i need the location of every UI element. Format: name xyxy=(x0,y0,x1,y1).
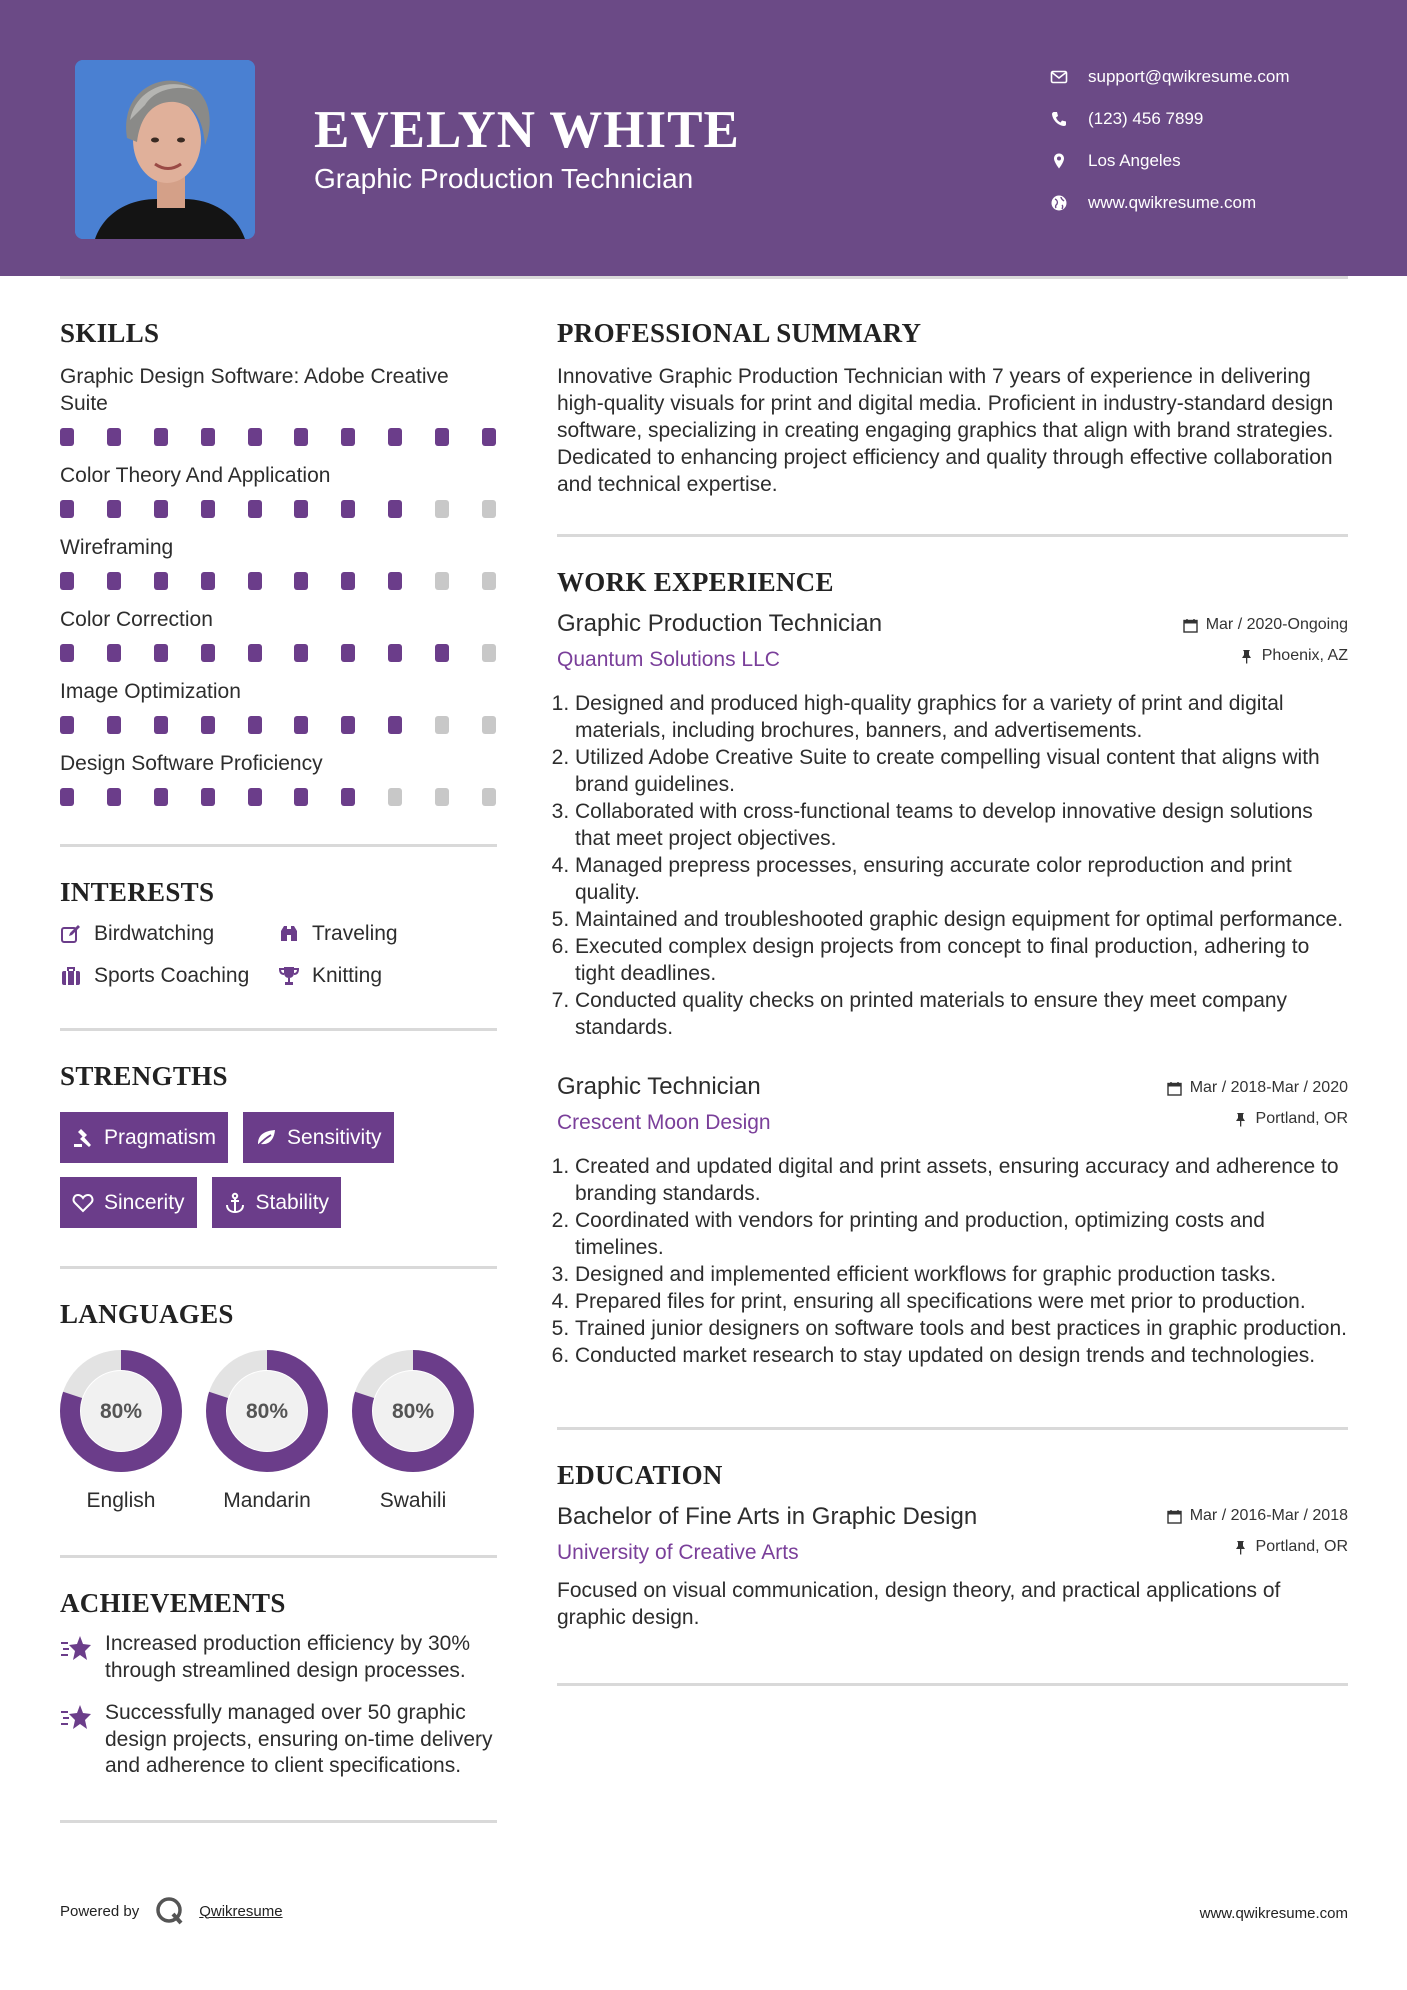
pushpin-icon xyxy=(1239,649,1254,664)
interest-item xyxy=(60,922,278,946)
job-bullet: 7. Conducted quality checks on printed materials to ensure they meet company standards. xyxy=(575,987,1348,1041)
section-divider xyxy=(557,1427,1348,1430)
rating-dot xyxy=(154,428,168,446)
rating-dot xyxy=(201,788,215,806)
powered-by-text: Powered by xyxy=(60,1902,140,1920)
rating-dot xyxy=(294,644,308,662)
rating-dot xyxy=(154,500,168,518)
right-column xyxy=(557,318,1348,1686)
rating-dot xyxy=(248,644,262,662)
skill-name: Color Theory And Application xyxy=(60,464,331,487)
rating-dot xyxy=(154,644,168,662)
contact-phone-text: (123) 456 7899 xyxy=(1088,109,1204,128)
strength-chip xyxy=(212,1177,342,1228)
rating-dot xyxy=(248,500,262,518)
rating-dot xyxy=(107,428,121,446)
skill-name: Color Correction xyxy=(60,608,213,631)
calendar-icon xyxy=(1167,1509,1182,1524)
pushpin-icon xyxy=(1233,1112,1248,1127)
binoculars-icon xyxy=(278,923,300,945)
section-divider xyxy=(60,844,497,847)
education-entry xyxy=(557,1503,1348,1631)
language-percent: 80% xyxy=(99,1400,143,1423)
candidate-title: Graphic Production Technician xyxy=(314,163,694,194)
job-bullet: 5. Trained junior designers on software tools and best practices in graphic production. xyxy=(575,1315,1348,1342)
rating-dot xyxy=(154,572,168,590)
job-entry xyxy=(557,610,1348,1041)
rating-dot xyxy=(201,428,215,446)
portrait-image xyxy=(75,60,255,239)
achievement-item xyxy=(60,1631,497,1684)
skill-name: Design Software Proficiency xyxy=(60,752,323,775)
languages-heading: LANGUAGES xyxy=(60,1299,234,1329)
qwikresume-logo-icon xyxy=(155,1896,185,1926)
location-pin-icon xyxy=(1050,152,1068,170)
interest-label: Traveling xyxy=(312,922,398,945)
rating-dot xyxy=(154,716,168,734)
degree: Bachelor of Fine Arts in Graphic Design xyxy=(557,1503,978,1530)
education-location xyxy=(1167,1538,1348,1556)
rating-dot xyxy=(60,644,74,662)
section-divider xyxy=(557,534,1348,537)
rating-dot xyxy=(435,500,449,518)
rating-dot xyxy=(201,716,215,734)
rating-dot xyxy=(388,500,402,518)
rating-dot xyxy=(388,428,402,446)
section-divider xyxy=(60,1555,497,1558)
strength-label: Sensitivity xyxy=(287,1125,382,1149)
rating-dot xyxy=(60,428,74,446)
achievement-text: Successfully managed over 50 graphic design projects, ensuring on-time delivery and adherence to client specifications. xyxy=(105,1701,493,1777)
job-bullet: 2. Utilized Adobe Creative Suite to create compelling visual content that aligns with brand guidelines. xyxy=(575,744,1348,798)
gavel-icon xyxy=(72,1127,94,1149)
school: University of Creative Arts xyxy=(557,1541,799,1564)
rating-dot xyxy=(201,644,215,662)
rating-dot xyxy=(435,788,449,806)
rating-dot xyxy=(154,788,168,806)
skills-list xyxy=(60,363,497,806)
interest-label: Knitting xyxy=(312,964,383,987)
rating-dot xyxy=(107,716,121,734)
interests-list xyxy=(60,922,497,988)
rating-dot xyxy=(60,500,74,518)
rating-dot xyxy=(482,572,496,590)
education-dates xyxy=(1167,1507,1348,1525)
achievements-heading: ACHIEVEMENTS xyxy=(60,1588,286,1618)
rating-dot xyxy=(388,788,402,806)
skills-heading: SKILLS xyxy=(60,318,160,348)
candidate-name: EVELYN WHITE xyxy=(314,101,740,159)
job-header xyxy=(557,610,1348,672)
job-bullet: 6. Conducted market research to stay updated on design trends and technologies. xyxy=(575,1342,1348,1369)
contact-phone[interactable] xyxy=(1050,98,1290,140)
language-name: Mandarin xyxy=(223,1489,311,1512)
skill-name: Image Optimization xyxy=(60,680,241,703)
job-bullet: 1. Designed and produced high-quality graphics for a variety of print and digital materials, including brochures, banners, and advertisements. xyxy=(575,690,1348,744)
job-bullets xyxy=(557,1153,1348,1369)
language-item xyxy=(60,1350,182,1513)
rating-dot xyxy=(388,572,402,590)
job-bullet: 6. Executed complex design projects from concept to final production, adhering to tight deadlines. xyxy=(575,933,1348,987)
rating-dot xyxy=(341,644,355,662)
rating-dot xyxy=(294,572,308,590)
interest-label: Birdwatching xyxy=(94,922,215,945)
rating-dot xyxy=(388,716,402,734)
strength-chip xyxy=(243,1112,394,1163)
contact-email[interactable] xyxy=(1050,56,1290,98)
star-icon xyxy=(60,1702,92,1732)
education-dates-text: Mar / 2016-Mar / 2018 xyxy=(1189,1507,1348,1524)
interest-item xyxy=(60,964,278,988)
strength-chip xyxy=(60,1177,197,1228)
rating-dot xyxy=(341,788,355,806)
anchor-icon xyxy=(224,1192,246,1214)
rating-dot xyxy=(482,500,496,518)
qwikresume-link[interactable]: Qwikresume xyxy=(199,1902,283,1920)
interest-label: Sports Coaching xyxy=(94,964,250,987)
section-divider xyxy=(60,1820,497,1823)
rating-dot xyxy=(248,572,262,590)
job-location xyxy=(1183,647,1348,665)
section-divider xyxy=(60,1266,497,1269)
education-location-text: Portland, OR xyxy=(1255,1538,1348,1555)
rating-dot xyxy=(435,428,449,446)
job-bullet: 5. Maintained and troubleshooted graphic design equipment for optimal performance. xyxy=(575,906,1348,933)
rating-dot xyxy=(388,644,402,662)
skill-rating xyxy=(60,716,497,734)
job-entry xyxy=(557,1073,1348,1369)
job-dates-text: Mar / 2018-Mar / 2020 xyxy=(1189,1079,1348,1096)
job-location-text: Phoenix, AZ xyxy=(1261,647,1348,664)
skill-rating xyxy=(60,644,497,662)
calendar-icon xyxy=(1167,1081,1182,1096)
trophy-icon xyxy=(278,965,300,987)
rating-dot xyxy=(482,788,496,806)
rating-dot xyxy=(201,500,215,518)
rating-dot xyxy=(294,500,308,518)
footer-powered-by xyxy=(60,1896,283,1926)
rating-dot xyxy=(482,716,496,734)
education-heading: EDUCATION xyxy=(557,1460,723,1490)
rating-dot xyxy=(435,572,449,590)
skill-rating xyxy=(60,788,497,806)
rating-dot xyxy=(435,644,449,662)
job-bullet: 1. Created and updated digital and print assets, ensuring accuracy and adherence to branding standards. xyxy=(575,1153,1348,1207)
skill-rating xyxy=(60,428,497,446)
job-bullet: 4. Managed prepress processes, ensuring accurate color reproduction and print quality. xyxy=(575,852,1348,906)
contact-email-text: support@qwikresume.com xyxy=(1088,67,1290,86)
job-bullet: 4. Prepared files for print, ensuring all specifications were met prior to production. xyxy=(575,1288,1348,1315)
section-divider xyxy=(557,1683,1348,1686)
edit-icon xyxy=(60,923,82,945)
rating-dot xyxy=(107,644,121,662)
contact-location xyxy=(1050,140,1290,182)
rating-dot xyxy=(248,428,262,446)
contact-website-text: www.qwikresume.com xyxy=(1088,193,1257,212)
summary-text: Innovative Graphic Production Technician with 7 years of experience in delivering high-quality visuals for print and digital media. Proficient in industry-standard design software, specializing in creating engaging graphics that align with brand strategies. Dedicated to enhancing project efficiency and quality through effective collaboration and technical expertise. xyxy=(557,365,1334,496)
strength-chip xyxy=(60,1112,228,1163)
contact-list xyxy=(1050,56,1290,224)
job-company: Quantum Solutions LLC xyxy=(557,648,780,671)
job-dates-text: Mar / 2020-Ongoing xyxy=(1205,616,1348,633)
achievement-text: Increased production efficiency by 30% through streamlined design processes. xyxy=(105,1632,470,1682)
language-proficiency-ring xyxy=(206,1350,328,1472)
interest-item xyxy=(278,922,478,946)
rating-dot xyxy=(482,644,496,662)
rating-dot xyxy=(294,428,308,446)
languages-list xyxy=(60,1350,497,1513)
language-percent: 80% xyxy=(391,1400,435,1423)
interest-item xyxy=(278,964,478,988)
job-bullet: 2. Coordinated with vendors for printing and production, optimizing costs and timelines. xyxy=(575,1207,1348,1261)
rating-dot xyxy=(107,500,121,518)
education-description: Focused on visual communication, design theory, and practical applications of graphic design. xyxy=(557,1579,1281,1629)
summary-heading: PROFESSIONAL SUMMARY xyxy=(557,318,922,348)
calendar-icon xyxy=(1183,618,1198,633)
rating-dot xyxy=(60,788,74,806)
rating-dot xyxy=(341,500,355,518)
strengths-heading: STRENGTHS xyxy=(60,1061,228,1091)
rating-dot xyxy=(294,788,308,806)
language-name: English xyxy=(86,1489,156,1512)
job-title: Graphic Technician xyxy=(557,1073,761,1100)
job-company: Crescent Moon Design xyxy=(557,1111,771,1134)
rating-dot xyxy=(107,572,121,590)
achievement-item xyxy=(60,1700,497,1780)
rating-dot xyxy=(60,572,74,590)
job-dates xyxy=(1167,1079,1348,1097)
education-header xyxy=(557,1503,1348,1565)
skill-name: Graphic Design Software: Adobe Creative Suite xyxy=(60,365,449,415)
footer-website[interactable]: www.qwikresume.com xyxy=(1199,1905,1348,1922)
leaf-icon xyxy=(255,1127,277,1149)
job-location xyxy=(1167,1110,1348,1128)
profile-photo xyxy=(75,60,255,239)
strengths-list xyxy=(60,1112,497,1228)
interests-heading: INTERESTS xyxy=(60,877,215,907)
rating-dot xyxy=(60,716,74,734)
rating-dot xyxy=(341,428,355,446)
job-bullet: 3. Designed and implemented efficient workflows for graphic production tasks. xyxy=(575,1261,1348,1288)
job-bullets xyxy=(557,690,1348,1041)
rating-dot xyxy=(435,716,449,734)
job-location-text: Portland, OR xyxy=(1255,1110,1348,1127)
contact-website[interactable] xyxy=(1050,182,1290,224)
briefcase-icon xyxy=(60,965,82,987)
language-proficiency-ring xyxy=(60,1350,182,1472)
skill-rating xyxy=(60,572,497,590)
rating-dot xyxy=(341,716,355,734)
experience-heading: WORK EXPERIENCE xyxy=(557,567,834,597)
rating-dot xyxy=(248,716,262,734)
pushpin-icon xyxy=(1233,1540,1248,1555)
job-bullet: 3. Collaborated with cross-functional teams to develop innovative design solutions that meet project objectives. xyxy=(575,798,1348,852)
star-icon xyxy=(60,1633,92,1663)
language-name: Swahili xyxy=(379,1489,447,1512)
rating-dot xyxy=(294,716,308,734)
job-header xyxy=(557,1073,1348,1135)
rating-dot xyxy=(107,788,121,806)
strength-label: Sincerity xyxy=(104,1190,185,1214)
language-item xyxy=(206,1350,328,1513)
envelope-icon xyxy=(1050,68,1068,86)
header-divider xyxy=(60,276,1348,279)
skill-name: Wireframing xyxy=(60,536,174,559)
rating-dot xyxy=(341,572,355,590)
language-item xyxy=(352,1350,474,1513)
language-percent: 80% xyxy=(245,1400,289,1423)
rating-dot xyxy=(482,428,496,446)
job-title: Graphic Production Technician xyxy=(557,610,883,637)
contact-location-text: Los Angeles xyxy=(1088,151,1181,170)
phone-icon xyxy=(1050,110,1068,128)
left-column xyxy=(60,318,497,1823)
rating-dot xyxy=(248,788,262,806)
globe-icon xyxy=(1050,194,1068,212)
strength-label: Pragmatism xyxy=(104,1125,217,1149)
strength-label: Stability xyxy=(255,1190,330,1214)
job-dates xyxy=(1183,616,1348,634)
section-divider xyxy=(60,1028,497,1031)
skill-rating xyxy=(60,500,497,518)
language-proficiency-ring xyxy=(352,1350,474,1472)
resume-header xyxy=(0,0,1407,276)
heart-icon xyxy=(72,1192,94,1214)
rating-dot xyxy=(201,572,215,590)
